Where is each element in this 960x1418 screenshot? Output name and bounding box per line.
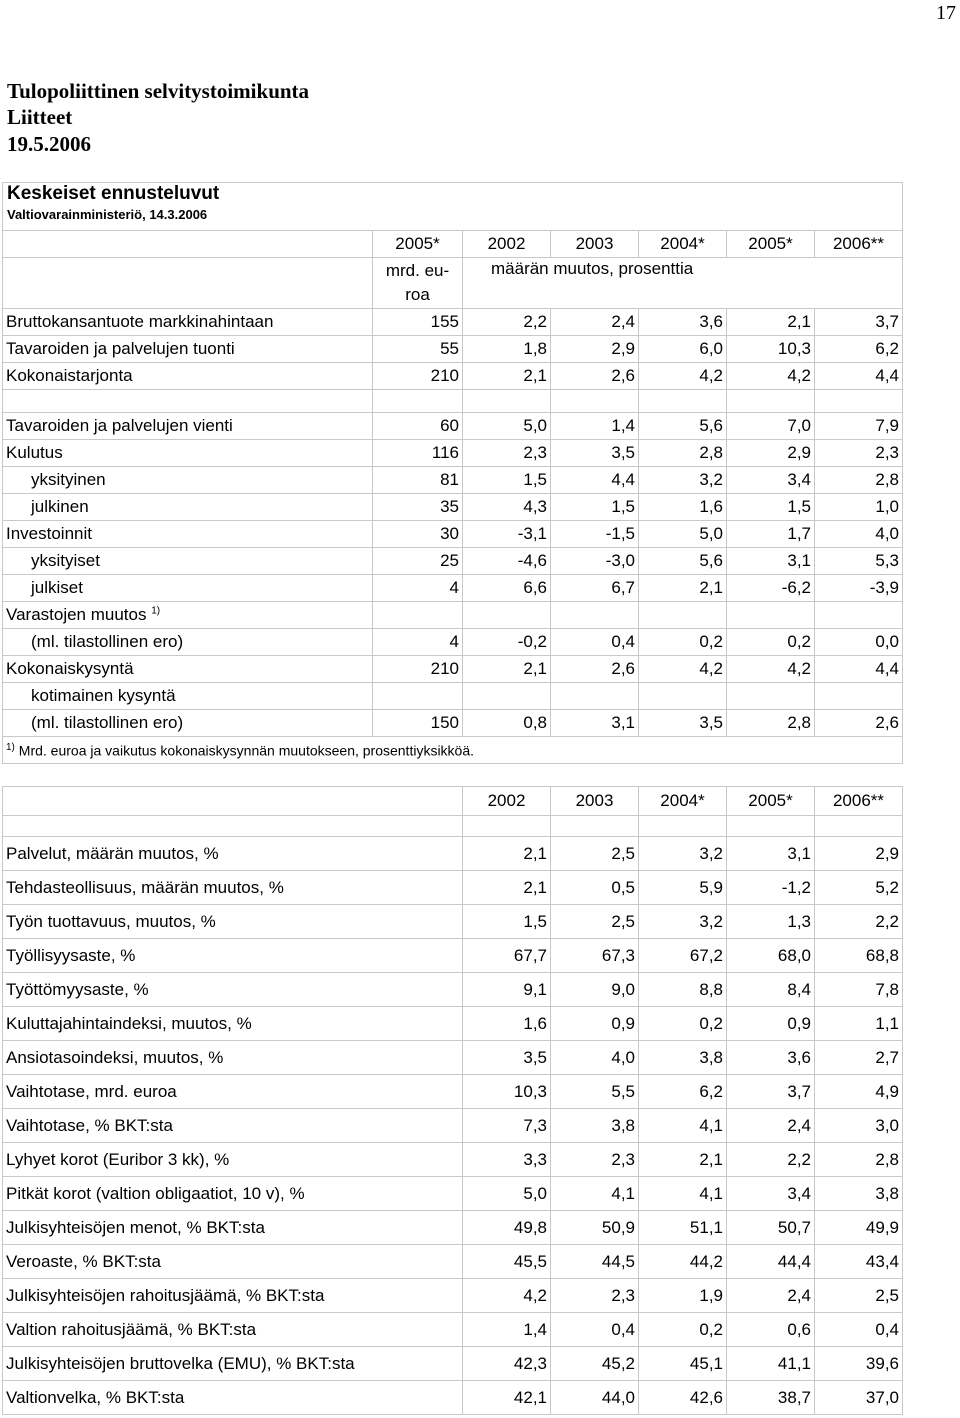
row-label: Työttömyysaste, %	[3, 973, 463, 1007]
value-cell: 7,0	[727, 413, 815, 440]
value-cell: 10,3	[727, 336, 815, 363]
value-cell: 4,1	[639, 1109, 727, 1143]
value-cell: 2,1	[463, 837, 551, 871]
value-cell: 5,0	[639, 521, 727, 548]
row-label: yksityiset	[3, 548, 373, 575]
value-cell: 210	[373, 363, 463, 390]
row-label: Ansiotasoindeksi, muutos, %	[3, 1041, 463, 1075]
blank-row	[3, 816, 903, 837]
value-cell: 45,5	[463, 1245, 551, 1279]
unit-header-row	[3, 258, 903, 309]
value-cell: 2,4	[727, 1109, 815, 1143]
value-cell: 0,2	[639, 1007, 727, 1041]
value-cell: 4,2	[639, 656, 727, 683]
value-cell: 44,2	[639, 1245, 727, 1279]
table-row	[3, 1177, 903, 1211]
value-cell: 25	[373, 548, 463, 575]
forecast-table-title: Keskeiset ennusteluvut	[7, 183, 220, 204]
table-row	[3, 1143, 903, 1177]
value-cell: 3,5	[639, 710, 727, 737]
value-cell: 2,3	[551, 1143, 639, 1177]
footnote	[3, 737, 903, 764]
year-header: 2003	[551, 787, 639, 816]
table-row	[3, 575, 903, 602]
value-cell: -4,6	[463, 548, 551, 575]
value-cell: 3,8	[639, 1041, 727, 1075]
value-cell: 30	[373, 521, 463, 548]
value-cell: 3,5	[463, 1041, 551, 1075]
table-row	[3, 1041, 903, 1075]
value-cell: 67,7	[463, 939, 551, 973]
committee-name: Tulopoliittinen selvitystoimikunta	[7, 79, 310, 103]
value-cell: 2,6	[551, 363, 639, 390]
row-label: Julkisyhteisöjen bruttovelka (EMU), % BKT:sta	[3, 1347, 463, 1381]
value-cell: 81	[373, 467, 463, 494]
value-cell: 5,6	[639, 548, 727, 575]
value-cell: 0,4	[551, 629, 639, 656]
value-cell: 2,8	[815, 467, 903, 494]
row-label: Vaihtotase, mrd. euroa	[3, 1075, 463, 1109]
table-row	[3, 629, 903, 656]
year-header: 2002	[463, 787, 551, 816]
value-cell: 2,6	[815, 710, 903, 737]
row-label: Valtion rahoitusjäämä, % BKT:sta	[3, 1313, 463, 1347]
value-cell: 4	[373, 629, 463, 656]
footnote-marker: 1)	[151, 605, 161, 617]
row-label: yksityinen	[3, 467, 373, 494]
value-cell: 2,1	[463, 871, 551, 905]
value-cell: 68,8	[815, 939, 903, 973]
value-cell: 4,2	[727, 363, 815, 390]
value-cell: 2,2	[463, 309, 551, 336]
row-label: (ml. tilastollinen ero)	[3, 629, 373, 656]
table-row	[3, 336, 903, 363]
value-cell: 210	[373, 656, 463, 683]
value-cell: 0,9	[551, 1007, 639, 1041]
table-row	[3, 710, 903, 737]
value-cell: 2,5	[815, 1279, 903, 1313]
row-label	[3, 602, 373, 629]
value-cell: 3,4	[727, 467, 815, 494]
year-header: 2003	[551, 231, 639, 258]
table-row	[3, 683, 903, 710]
value-cell: 45,2	[551, 1347, 639, 1381]
value-cell: 2,1	[639, 575, 727, 602]
value-cell: 2,6	[551, 656, 639, 683]
value-cell: 1,6	[463, 1007, 551, 1041]
table-row	[3, 905, 903, 939]
value-cell: 3,0	[815, 1109, 903, 1143]
value-cell: 3,5	[551, 440, 639, 467]
row-label: julkiset	[3, 575, 373, 602]
table-row	[3, 1109, 903, 1143]
value-cell: 3,6	[727, 1041, 815, 1075]
table-row	[3, 1313, 903, 1347]
value-cell: 3,2	[639, 837, 727, 871]
row-label: julkinen	[3, 494, 373, 521]
value-cell: 0,4	[815, 1313, 903, 1347]
value-cell: 50,9	[551, 1211, 639, 1245]
value-cell: 3,4	[727, 1177, 815, 1211]
value-cell: 4,2	[463, 1279, 551, 1313]
value-cell: 1,3	[727, 905, 815, 939]
value-cell: 8,8	[639, 973, 727, 1007]
footnote-text: Mrd. euroa ja vaikutus kokonaiskysynnän muutokseen, prosenttiyksikköä.	[18, 742, 475, 759]
value-cell: 3,7	[727, 1075, 815, 1109]
value-cell: 42,3	[463, 1347, 551, 1381]
value-cell: 4,1	[551, 1177, 639, 1211]
value-cell: 3,7	[815, 309, 903, 336]
row-label: Veroaste, % BKT:sta	[3, 1245, 463, 1279]
value-cell: 68,0	[727, 939, 815, 973]
value-cell: 0,2	[727, 629, 815, 656]
row-label: Kokonaistarjonta	[3, 363, 373, 390]
year-header: 2005*	[727, 787, 815, 816]
value-cell: 4,1	[639, 1177, 727, 1211]
value-cell: 1,5	[463, 905, 551, 939]
key-forecast-table	[2, 182, 903, 764]
value-cell: 2,9	[727, 440, 815, 467]
value-cell: -6,2	[727, 575, 815, 602]
value-cell: -3,9	[815, 575, 903, 602]
value-cell: 3,1	[551, 710, 639, 737]
value-cell: 1,5	[727, 494, 815, 521]
value-cell: 2,8	[815, 1143, 903, 1177]
value-cell: 3,1	[727, 548, 815, 575]
table-row	[3, 1007, 903, 1041]
value-cell: 0,2	[639, 629, 727, 656]
row-label: Pitkät korot (valtion obligaatiot, 10 v), %	[3, 1177, 463, 1211]
value-cell: 2,9	[551, 336, 639, 363]
table-row	[3, 363, 903, 390]
value-cell: 4,0	[815, 521, 903, 548]
value-cell: -3,1	[463, 521, 551, 548]
value-cell: 2,2	[815, 905, 903, 939]
value-cell: 35	[373, 494, 463, 521]
value-cell: 1,9	[639, 1279, 727, 1313]
value-cell: 4,3	[463, 494, 551, 521]
forecast-table-source: Valtiovarainministeriö, 14.3.2006	[7, 207, 208, 222]
value-cell: 4,4	[551, 467, 639, 494]
row-label: Työllisyysaste, %	[3, 939, 463, 973]
value-cell: 37,0	[815, 1381, 903, 1415]
row-label: Valtionvelka, % BKT:sta	[3, 1381, 463, 1415]
value-cell: 0,0	[815, 629, 903, 656]
value-cell: 4	[373, 575, 463, 602]
value-cell: 1,8	[463, 336, 551, 363]
value-cell: 42,1	[463, 1381, 551, 1415]
year-header: 2002	[463, 231, 551, 258]
row-label: Kuluttajahintaindeksi, muutos, %	[3, 1007, 463, 1041]
table-row	[3, 602, 903, 629]
year-header: 2004*	[639, 787, 727, 816]
table-row	[3, 1279, 903, 1313]
value-cell: 2,7	[815, 1041, 903, 1075]
table-row	[3, 521, 903, 548]
value-cell: 2,9	[815, 837, 903, 871]
value-cell: 2,1	[727, 309, 815, 336]
value-cell: 1,0	[815, 494, 903, 521]
table-row	[3, 494, 903, 521]
value-cell: 55	[373, 336, 463, 363]
value-cell: 2,1	[639, 1143, 727, 1177]
value-cell: 42,6	[639, 1381, 727, 1415]
value-cell: 2,1	[463, 363, 551, 390]
value-cell: 4,4	[815, 656, 903, 683]
table-row	[3, 1211, 903, 1245]
table-row	[3, 1075, 903, 1109]
value-cell: 6,7	[551, 575, 639, 602]
table-row	[3, 837, 903, 871]
value-cell: 44,0	[551, 1381, 639, 1415]
row-label: kotimainen kysyntä	[3, 683, 373, 710]
row-label: Palvelut, määrän muutos, %	[3, 837, 463, 871]
value-cell: 1,4	[463, 1313, 551, 1347]
value-cell: 5,0	[463, 1177, 551, 1211]
value-cell: 3,2	[639, 467, 727, 494]
value-cell: 8,4	[727, 973, 815, 1007]
appendix-title: Liitteet	[7, 105, 73, 129]
value-cell: 2,4	[727, 1279, 815, 1313]
value-cell: 2,8	[639, 440, 727, 467]
value-cell: 2,3	[815, 440, 903, 467]
value-cell: 2,5	[551, 837, 639, 871]
value-cell: 5,9	[639, 871, 727, 905]
year-header-row	[3, 231, 903, 258]
value-cell: 43,4	[815, 1245, 903, 1279]
row-label: Tavaroiden ja palvelujen tuonti	[3, 336, 373, 363]
value-cell: -1,2	[727, 871, 815, 905]
row-label: Julkisyhteisöjen menot, % BKT:sta	[3, 1211, 463, 1245]
value-cell: -0,2	[463, 629, 551, 656]
table-row	[3, 309, 903, 336]
page-number: 17	[936, 2, 956, 24]
row-label: Kulutus	[3, 440, 373, 467]
economic-indicators-table	[2, 786, 903, 1415]
value-cell: 44,5	[551, 1245, 639, 1279]
table-row	[3, 1245, 903, 1279]
row-label: Vaihtotase, % BKT:sta	[3, 1109, 463, 1143]
value-cell: 3,6	[639, 309, 727, 336]
value-cell: 5,0	[463, 413, 551, 440]
value-cell: 1,7	[727, 521, 815, 548]
value-cell: 2,3	[551, 1279, 639, 1313]
value-cell: 5,2	[815, 871, 903, 905]
row-label: Bruttokansantuote markkinahintaan	[3, 309, 373, 336]
value-cell: 67,2	[639, 939, 727, 973]
unit-billion-euro: mrd. eu-roa	[373, 258, 463, 309]
value-cell: 2,5	[551, 905, 639, 939]
value-cell: 150	[373, 710, 463, 737]
table-row	[3, 973, 903, 1007]
year-header: 2005*	[373, 231, 463, 258]
row-label-text: Varastojen muutos	[6, 605, 147, 624]
value-cell: 1,6	[639, 494, 727, 521]
value-cell: 5,5	[551, 1075, 639, 1109]
value-cell: 3,3	[463, 1143, 551, 1177]
value-cell: 1,4	[551, 413, 639, 440]
value-cell: 0,2	[639, 1313, 727, 1347]
value-cell: 6,6	[463, 575, 551, 602]
blank-row	[3, 390, 903, 413]
value-cell: 4,0	[551, 1041, 639, 1075]
value-cell: -3,0	[551, 548, 639, 575]
value-cell: 7,3	[463, 1109, 551, 1143]
table-row	[3, 440, 903, 467]
value-cell: 39,6	[815, 1347, 903, 1381]
value-cell: 4,2	[727, 656, 815, 683]
row-label: Investoinnit	[3, 521, 373, 548]
value-cell: 7,8	[815, 973, 903, 1007]
value-cell: 0,8	[463, 710, 551, 737]
value-cell: 6,2	[815, 336, 903, 363]
table-row	[3, 939, 903, 973]
value-cell: 4,2	[639, 363, 727, 390]
row-label: Tavaroiden ja palvelujen vienti	[3, 413, 373, 440]
row-label: Työn tuottavuus, muutos, %	[3, 905, 463, 939]
row-label: Kokonaiskysyntä	[3, 656, 373, 683]
value-cell: 5,6	[639, 413, 727, 440]
value-cell: 0,6	[727, 1313, 815, 1347]
value-cell: 9,0	[551, 973, 639, 1007]
value-cell: 4,9	[815, 1075, 903, 1109]
value-cell: 4,4	[815, 363, 903, 390]
year-header: 2005*	[727, 231, 815, 258]
value-cell: 1,5	[463, 467, 551, 494]
value-cell: -1,5	[551, 521, 639, 548]
table-row	[3, 1381, 903, 1415]
unit-volume-change: määrän muutos, prosenttia	[463, 258, 903, 309]
value-cell: 0,4	[551, 1313, 639, 1347]
row-label: Julkisyhteisöjen rahoitusjäämä, % BKT:sta	[3, 1279, 463, 1313]
table-row	[3, 413, 903, 440]
value-cell: 3,8	[815, 1177, 903, 1211]
value-cell: 5,3	[815, 548, 903, 575]
value-cell: 1,5	[551, 494, 639, 521]
table-row	[3, 467, 903, 494]
value-cell: 38,7	[727, 1381, 815, 1415]
value-cell: 51,1	[639, 1211, 727, 1245]
document-date: 19.5.2006	[7, 132, 91, 156]
value-cell: 2,1	[463, 656, 551, 683]
value-cell: 1,1	[815, 1007, 903, 1041]
year-header: 2004*	[639, 231, 727, 258]
value-cell: 9,1	[463, 973, 551, 1007]
value-cell: 10,3	[463, 1075, 551, 1109]
value-cell: 6,0	[639, 336, 727, 363]
footnote-marker: 1)	[6, 741, 15, 753]
value-cell: 2,4	[551, 309, 639, 336]
value-cell: 0,9	[727, 1007, 815, 1041]
table-row	[3, 548, 903, 575]
row-label: Lyhyet korot (Euribor 3 kk), %	[3, 1143, 463, 1177]
year-header: 2006**	[815, 231, 903, 258]
value-cell: 2,2	[727, 1143, 815, 1177]
value-cell: 2,3	[463, 440, 551, 467]
value-cell: 116	[373, 440, 463, 467]
year-header: 2006**	[815, 787, 903, 816]
value-cell: 60	[373, 413, 463, 440]
row-label: (ml. tilastollinen ero)	[3, 710, 373, 737]
value-cell: 50,7	[727, 1211, 815, 1245]
table-row	[3, 1347, 903, 1381]
value-cell: 7,9	[815, 413, 903, 440]
value-cell: 3,8	[551, 1109, 639, 1143]
value-cell: 3,2	[639, 905, 727, 939]
table-row	[3, 656, 903, 683]
footnote-row	[3, 737, 903, 764]
table-row	[3, 871, 903, 905]
value-cell: 45,1	[639, 1347, 727, 1381]
value-cell: 2,8	[727, 710, 815, 737]
value-cell: 3,1	[727, 837, 815, 871]
value-cell: 49,8	[463, 1211, 551, 1245]
value-cell: 155	[373, 309, 463, 336]
value-cell: 0,5	[551, 871, 639, 905]
value-cell: 6,2	[639, 1075, 727, 1109]
value-cell: 44,4	[727, 1245, 815, 1279]
year-header-row	[3, 787, 903, 816]
row-label: Tehdasteollisuus, määrän muutos, %	[3, 871, 463, 905]
value-cell: 41,1	[727, 1347, 815, 1381]
value-cell: 67,3	[551, 939, 639, 973]
value-cell: 49,9	[815, 1211, 903, 1245]
